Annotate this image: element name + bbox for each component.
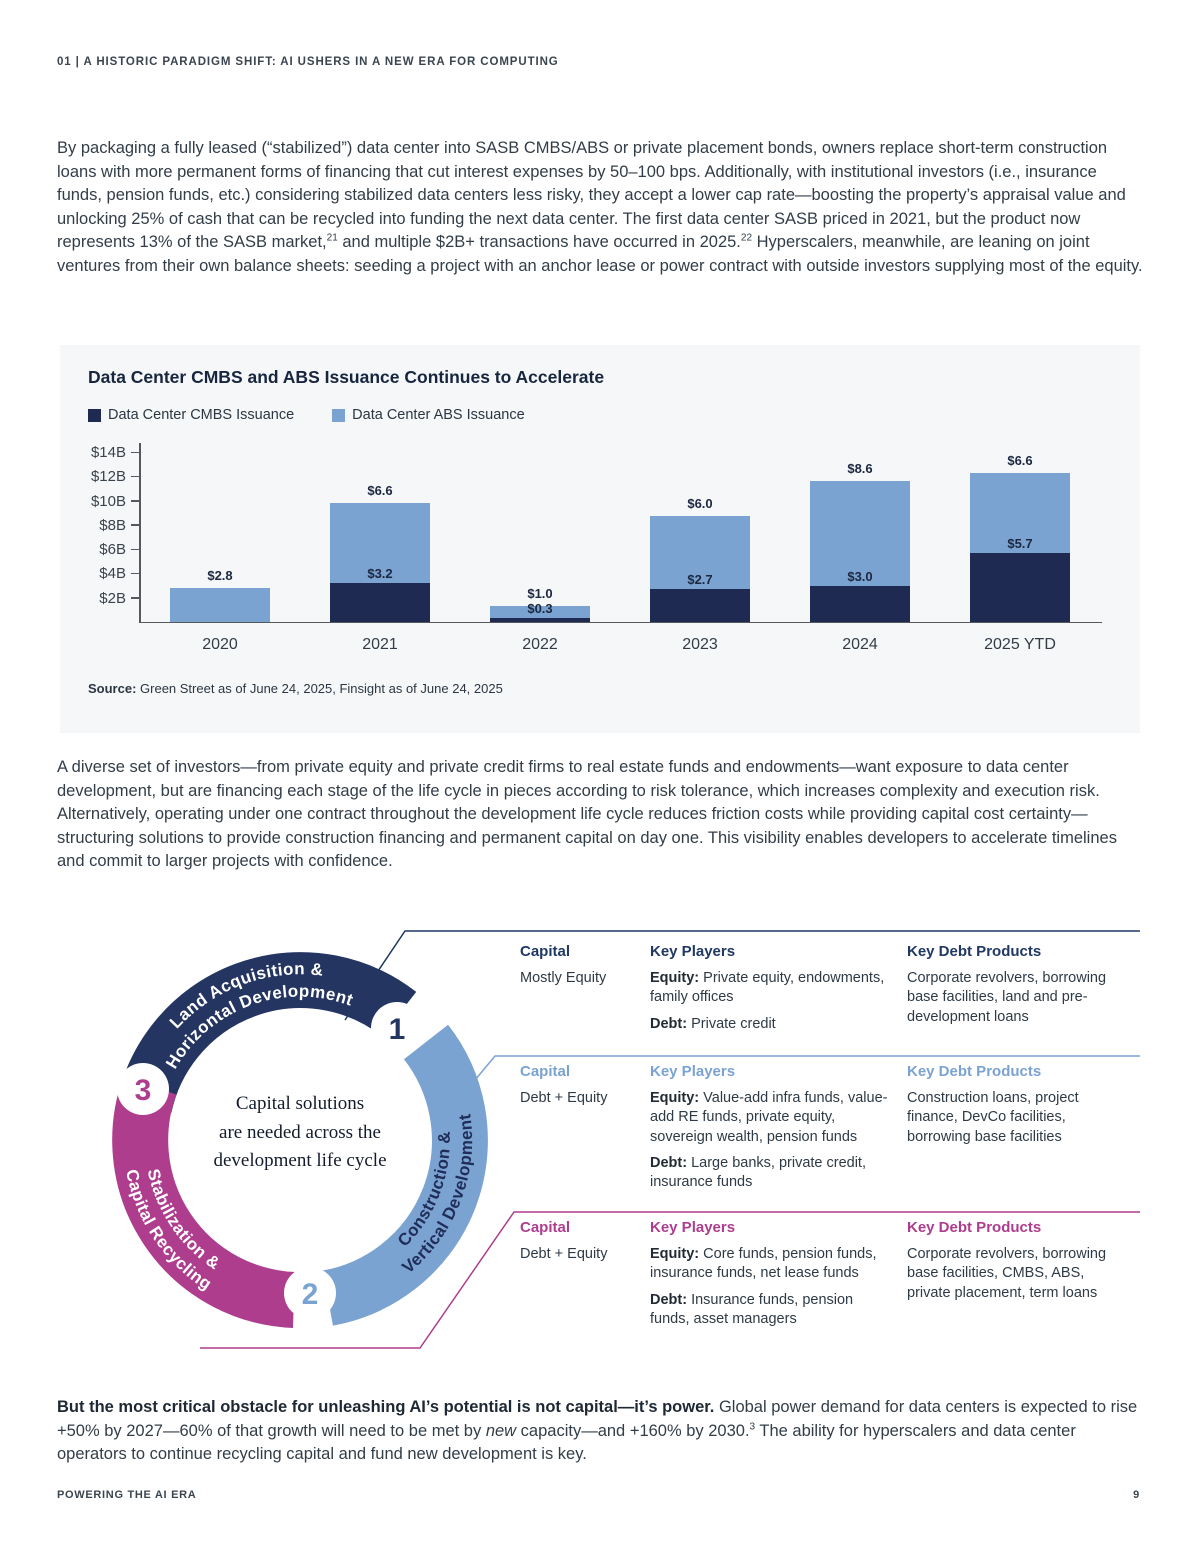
bar-value-label: $2.8 — [207, 568, 233, 583]
stage2-capital-cell — [520, 1062, 650, 1199]
y-axis-tick-mark — [131, 549, 139, 551]
y-axis-line — [139, 443, 141, 622]
y-axis-tick-label: $12B — [90, 468, 126, 486]
stage2-number: 2 — [301, 1278, 319, 1311]
stage3-players-debt: Debt: Insurance funds, pension funds, asset managers — [650, 1291, 854, 1327]
arc-label-stage3-line1: Stabilization & — [143, 1167, 224, 1274]
bar-chart-plot-area — [90, 444, 1100, 653]
center-text-line1: Capital solutions — [235, 1093, 365, 1114]
page-footer — [57, 1489, 1140, 1501]
stage3-number: 3 — [134, 1074, 152, 1107]
legend-swatch-cmbs — [88, 409, 101, 422]
stage3-players-equity: Equity: Core funds, pension funds, insurance funds, net lease funds — [650, 1245, 877, 1282]
y-axis-tick-label: $10B — [90, 492, 126, 510]
stage2-capital-value: Debt + Equity — [520, 1089, 608, 1106]
y-axis-tick-mark — [131, 500, 139, 502]
chart-title: Data Center CMBS and ABS Issuance Continues to Accelerate — [88, 367, 605, 387]
chart-legend — [88, 407, 525, 423]
y-axis-tick-mark — [131, 573, 139, 575]
intro-seg1: By packaging a fully leased (“stabilized”) data center into SASB CMBS/ABS or private placement bonds, owners replace short-term construction loans with more permanent forms of financing that cut interest expenses by 50–100 bps. Additionally, with institutional investors (i.e., insurance funds, pension funds, etc.) considering stabilized data centers less risky, they accept a lower cap rate—boosting the property’s appraisal value and unlocking 25% of cash that can be recycled into funding the next data center. The first data center SASB priced in 2021, but the product now represents 13% of the SASB market, — [57, 139, 1126, 251]
bar-value-label: $0.3 — [527, 601, 553, 617]
bar-value-label: $6.0 — [687, 496, 713, 512]
bar-value-label: $6.6 — [367, 483, 393, 498]
stage1-number: 1 — [388, 1013, 406, 1046]
bar-value-label: $5.7 — [1007, 535, 1033, 551]
chart-panel — [60, 345, 1140, 733]
intro-seg3: Hyperscalers, meanwhile, are leaning on joint ventures from their own balance sheets: seeding a project with an anchor lease or power contract with outside investors supplying most of the equity. — [57, 233, 1143, 275]
stage1-capital-cell — [520, 942, 650, 1041]
arc-label-stage1-line2: Horizontal Development — [162, 981, 356, 1072]
legend-label-cmbs: Data Center CMBS Issuance — [108, 407, 295, 423]
arc-label-stage3-line2: Capital Recycling — [122, 1167, 216, 1294]
bar-value-label: $2.7 — [687, 572, 713, 588]
stage1-debt-products: Corporate revolvers, borrowing base facilities, land and pre-development loans — [907, 969, 1107, 1025]
stage1-capital-value: Mostly Equity — [520, 969, 607, 986]
footnote-ref-22: 22 — [740, 232, 753, 244]
arc-label-stage2-line1: Construction & — [393, 1130, 454, 1251]
footnote-ref-3: 3 — [749, 1421, 756, 1432]
stage1-capital-header: Capital — [520, 943, 571, 960]
stage3-capital-cell — [520, 1218, 650, 1336]
y-axis-tick-mark — [131, 524, 139, 526]
x-axis-category-label: 2024 — [842, 636, 878, 653]
lifecycle-diagram — [57, 912, 1143, 1377]
center-text-line2: are needed across the — [219, 1121, 381, 1143]
x-axis-category-label: 2023 — [682, 636, 718, 653]
bar-value-label: $8.6 — [847, 461, 873, 477]
stage1-detail-row — [520, 942, 1143, 1041]
chart-source-label: Source: — [88, 681, 137, 696]
page-number: 9 — [1133, 1489, 1140, 1501]
chart-source-text: Green Street as of June 24, 2025, Finsight as of June 24, 2025 — [136, 681, 503, 696]
intro-paragraph — [57, 137, 1145, 278]
stage2-debt-products: Construction loans, project finance, DevCo facilities, borrowing base facilities — [907, 1089, 1079, 1145]
stage3-debt-products: Corporate revolvers, borrowing base facilities, CMBS, ABS, private placement, term loans — [907, 1245, 1107, 1301]
legend-item-abs — [332, 407, 525, 423]
footnote-ref-21: 21 — [326, 232, 338, 244]
stage1-players-cell — [650, 942, 907, 1041]
stage1-players-header: Key Players — [650, 943, 736, 960]
closing-italic-new: new — [485, 1421, 517, 1440]
stage3-players-header: Key Players — [650, 1219, 736, 1236]
y-axis-tick-label: $2B — [99, 589, 126, 607]
closing-paragraph: But the most critical obstacle for unleashing AI’s potential is not capital—it’s power. Global power demand for data centers is expected to rise +50% by 2027—60% of that growth will need to be met by new capacity—and +160% by 2030.$^3$ The ability for hyperscalers and data center operators to continue recycling capital and fund new development is key. — [57, 1398, 1138, 1463]
stage2-debt-header: Key Debt Products — [907, 1063, 1042, 1080]
bar-value-label: $6.6 — [1007, 452, 1033, 468]
bar-segment-cmbs-2024 — [810, 586, 910, 622]
diagram-center-text — [175, 1090, 425, 1176]
chart-source — [88, 681, 503, 696]
bar-value-label: $3.2 — [367, 566, 393, 582]
stage2-debt-products-cell — [907, 1062, 1143, 1199]
legend-label-abs: Data Center ABS Issuance — [352, 407, 525, 423]
stage3-capital-value: Debt + Equity — [520, 1245, 608, 1262]
page-header: 01 | A HISTORIC PARADIGM SHIFT: AI USHERS IN A NEW ERA FOR COMPUTING — [57, 56, 559, 68]
legend-swatch-abs — [332, 409, 345, 422]
bar-segment-cmbs-2021 — [330, 583, 430, 622]
bar-segment-abs-2020 — [170, 588, 270, 622]
y-axis-tick-label: $8B — [99, 516, 126, 534]
bar-segment-cmbs-2022 — [490, 618, 590, 622]
stage2-players-equity: Equity: Value-add infra funds, value-add RE funds, private equity, sovereign wealth, pension funds — [650, 1089, 888, 1145]
mid-paragraph: A diverse set of investors—from private equity and private credit firms to real estate funds and endowments—want exposure to data center development, but are financing each stage of the life cycle in pieces according to risk tolerance, which increases complexity and execution risk. Alternatively, operating under one contract throughout the development life cycle reduces friction costs while providing capital cost certainty—structuring solutions to provide construction financing and permanent capital on day one. This visibility enables developers to accelerate timelines and commit to larger projects with confidence. — [57, 758, 1117, 870]
stage3-players-cell — [650, 1218, 907, 1336]
stage1-players-equity: Equity: Private equity, endowments, family offices — [650, 969, 885, 1006]
stage3-detail-row — [520, 1218, 1143, 1336]
bar-value-label: $1.0 — [527, 586, 553, 602]
x-axis-category-label: 2021 — [362, 636, 398, 653]
y-axis-tick-mark — [131, 452, 139, 454]
y-axis-tick-label: $6B — [99, 541, 126, 559]
x-axis-category-label: 2022 — [522, 636, 558, 653]
stage3-debt-header: Key Debt Products — [907, 1219, 1042, 1236]
legend-item-cmbs — [88, 407, 294, 423]
x-axis-category-label: 2025 YTD — [984, 636, 1056, 653]
stage2-capital-header: Capital — [520, 1063, 571, 1080]
stage2-players-header: Key Players — [650, 1063, 736, 1080]
bar-segment-cmbs-2025 YTD — [970, 553, 1070, 622]
y-axis-tick-label: $4B — [99, 565, 126, 583]
stage3-debt-products-cell — [907, 1218, 1143, 1336]
stage2-players-debt: Debt: Large banks, private credit, insurance funds — [650, 1154, 866, 1191]
intro-seg2: and multiple $2B+ transactions have occurred in 2025. — [337, 233, 741, 251]
y-axis-tick-mark — [131, 476, 139, 478]
x-axis-baseline — [139, 622, 1102, 624]
stage1-debt-header: Key Debt Products — [907, 943, 1042, 960]
y-axis-tick-mark — [131, 597, 139, 599]
center-text-line3: development life cycle — [213, 1150, 387, 1171]
bar-segment-cmbs-2023 — [650, 589, 750, 622]
stage1-players-debt: Debt: Private credit — [650, 1015, 776, 1032]
arc-label-stage2-line2: Vertical Development — [398, 1112, 477, 1278]
stage1-debt-products-cell — [907, 942, 1143, 1041]
closing-bold: But the most critical obstacle for unleashing AI’s potential is not capital—it’s power. — [57, 1398, 715, 1416]
bar-value-label: $3.0 — [847, 568, 873, 584]
y-axis-tick-label: $14B — [90, 444, 126, 461]
stage2-detail-row — [520, 1062, 1143, 1199]
stage3-capital-header: Capital — [520, 1219, 571, 1236]
arc-label-stage1-line1: Land Acquisition & — [165, 959, 325, 1033]
footer-title: POWERING THE AI ERA — [57, 1489, 197, 1501]
x-axis-category-label: 2020 — [202, 636, 238, 653]
stage2-players-cell — [650, 1062, 907, 1199]
